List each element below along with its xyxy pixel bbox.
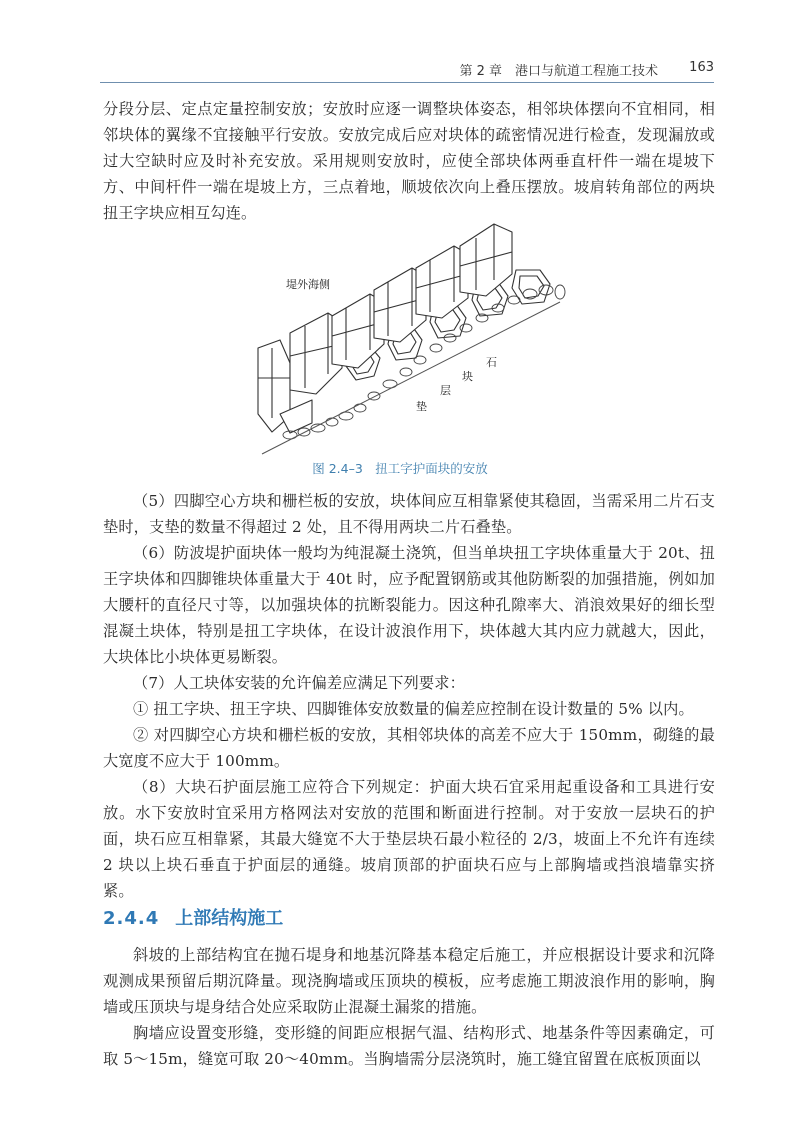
label-stone: 石 xyxy=(486,356,497,369)
section-paragraph-2: 胸墙应设置变形缝，变形缝的间距应根据气温、结构形式、地基条件等因素确定，可取 5～15m，缝宽可取 20～40mm。当胸墙需分层浇筑时，施工缝宜留置在底板顶面以 xyxy=(103,1024,715,1068)
armor-blocks xyxy=(258,224,550,433)
item-7: （7）人工块体安装的允许偏差应满足下列要求： xyxy=(133,674,465,692)
section-paragraph-1: 斜坡的上部结构宜在抛石堤身和地基沉降基本稳定后施工，并应根据设计要求和沉降观测成果预留后期沉降量。现浇胸墙或压顶块的模板，应考虑施工期波浪作用的影响，胸墙或压顶块与堤身结合处应采取防止混凝土漏浆的措施。 xyxy=(103,946,715,1016)
armor-block-figure xyxy=(250,218,585,458)
chapter-title: 第 2 章 港口与航道工程施工技术 xyxy=(459,64,658,79)
item-7-1: ① 扭工字块、扭王字块、四脚锥体安放数量的偏差应控制在设计数量的 5% 以内。 xyxy=(133,700,694,718)
item-7-2: ② 对四脚空心方块和栅栏板的安放，其相邻块体的高差不应大于 150mm，砌缝的最大宽度不应大于 100mm。 xyxy=(103,726,715,770)
header-rule xyxy=(100,82,714,83)
label-layer: 层 xyxy=(440,384,451,397)
item-8: （8）大块石护面层施工应符合下列规定：护面大块石宜采用起重设备和工具进行安放。水下安放时宜采用方格网法对安放的范围和断面进行控制。对于安放一层块石的护面，块石应互相靠紧，其最大缝宽不大于垫层块石最小粒径的 2/3，坡面上不允许有连续 2 块以上块石垂直于护面层的通缝。坡肩顶部的护面块石应与上部胸墙或挡浪墙靠实挤紧。 xyxy=(103,778,715,900)
section-number: 2.4.4 xyxy=(103,908,160,929)
running-header xyxy=(100,58,714,80)
label-block: 块 xyxy=(462,370,473,383)
label-sea-side: 堤外海侧 xyxy=(286,278,330,291)
page-number: 163 xyxy=(689,60,714,75)
figure-caption: 图 2.4–3 扭工字护面块的安放 xyxy=(312,461,488,476)
section-title: 上部结构施工 xyxy=(175,908,284,929)
label-cushion: 垫 xyxy=(416,400,427,413)
item-6: （6）防波堤护面块体一般均为纯混凝土浇筑，但当单块扭工字块体重量大于 20t、扭王字块体和四脚锥块体重量大于 40t 时，应予配置钢筋或其他防断裂的加强措施，例如加大腰杆的直径尺寸等，以加强块体的抗断裂能力。因这种孔隙率大、消浪效果好的细长型混凝土块体，特别是扭工字块体，在设计波浪作用下，块体越大其内应力就越大，因此，大块体比小块体更易断裂。 xyxy=(103,544,715,666)
armor-block-6 xyxy=(460,224,512,296)
item-5: （5）四脚空心方块和栅栏板的安放，块体间应互相靠紧使其稳固，当需采用二片石支垫时，支垫的数量不得超过 2 处，且不得用两块二片石叠垫。 xyxy=(103,492,715,536)
paragraph-continued: 分段分层、定点定量控制安放；安放时应逐一调整块体姿态，相邻块体摆向不宜相同，相邻块体的翼缘不宜接触平行安放。安放完成后应对块体的疏密情况进行检查，发现漏放或过大空缺时应及时补充安放。采用规则安放时，应使全部块体两垂直杆件一端在堤坡下方、中间杆件一端在堤坡上方，三点着地，顺坡依次向上叠压摆放。坡肩转角部位的两块扭王字块应相互勾连。 xyxy=(103,100,715,222)
section-heading xyxy=(103,904,283,930)
